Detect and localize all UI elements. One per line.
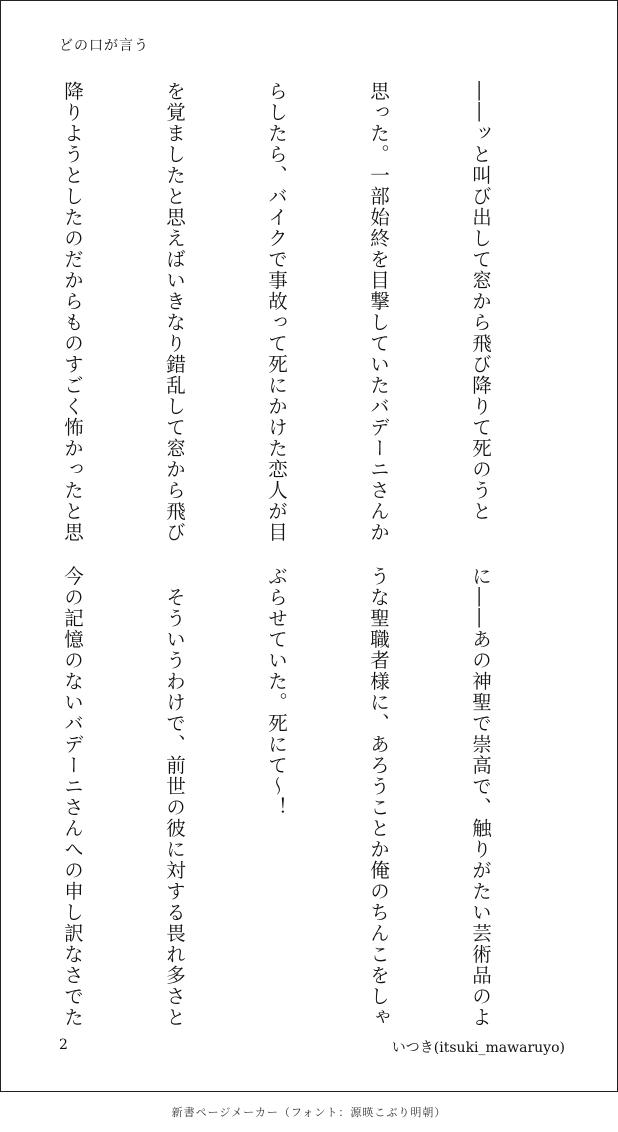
text-line: 今の記憶のないバデーニさんへの申し訳なさでた bbox=[61, 566, 84, 1028]
text-block-lower bbox=[57, 566, 565, 1028]
text-line: そういうわけで、前世の彼に対する畏れ多さと bbox=[163, 566, 186, 1028]
text-block-upper bbox=[57, 81, 565, 543]
page-number: 2 bbox=[59, 1037, 68, 1053]
text-line: 思った。一部始終を目撃していたバデーニさんか bbox=[367, 81, 390, 543]
text-line: ――ッと叫び出して窓から飛び降りて死のうと bbox=[469, 81, 492, 522]
text-line: に――あの神聖で崇高で、触りがたい芸術品のよ bbox=[469, 566, 492, 1028]
text-line: らしたら、バイクで事故って死にかけた恋人が目 bbox=[265, 81, 288, 543]
text-line: 降りようとしたのだからものすごく怖かったと思 bbox=[61, 81, 84, 543]
text-line: ぶらせていた。死にて～！ bbox=[265, 566, 288, 818]
text-line: を覚ましたと思えばいきなり錯乱して窓から飛び bbox=[163, 81, 186, 543]
author-credit: いつき(itsuki_mawaruyo) bbox=[391, 1040, 565, 1056]
running-head-title: どの口が言う bbox=[59, 38, 149, 54]
generator-credit: 新書ページメーカー（フォント：源暎こぶり明朝） bbox=[171, 1106, 447, 1119]
text-line: うな聖職者様に、あろうことか俺のちんこをしゃ bbox=[367, 566, 390, 1028]
